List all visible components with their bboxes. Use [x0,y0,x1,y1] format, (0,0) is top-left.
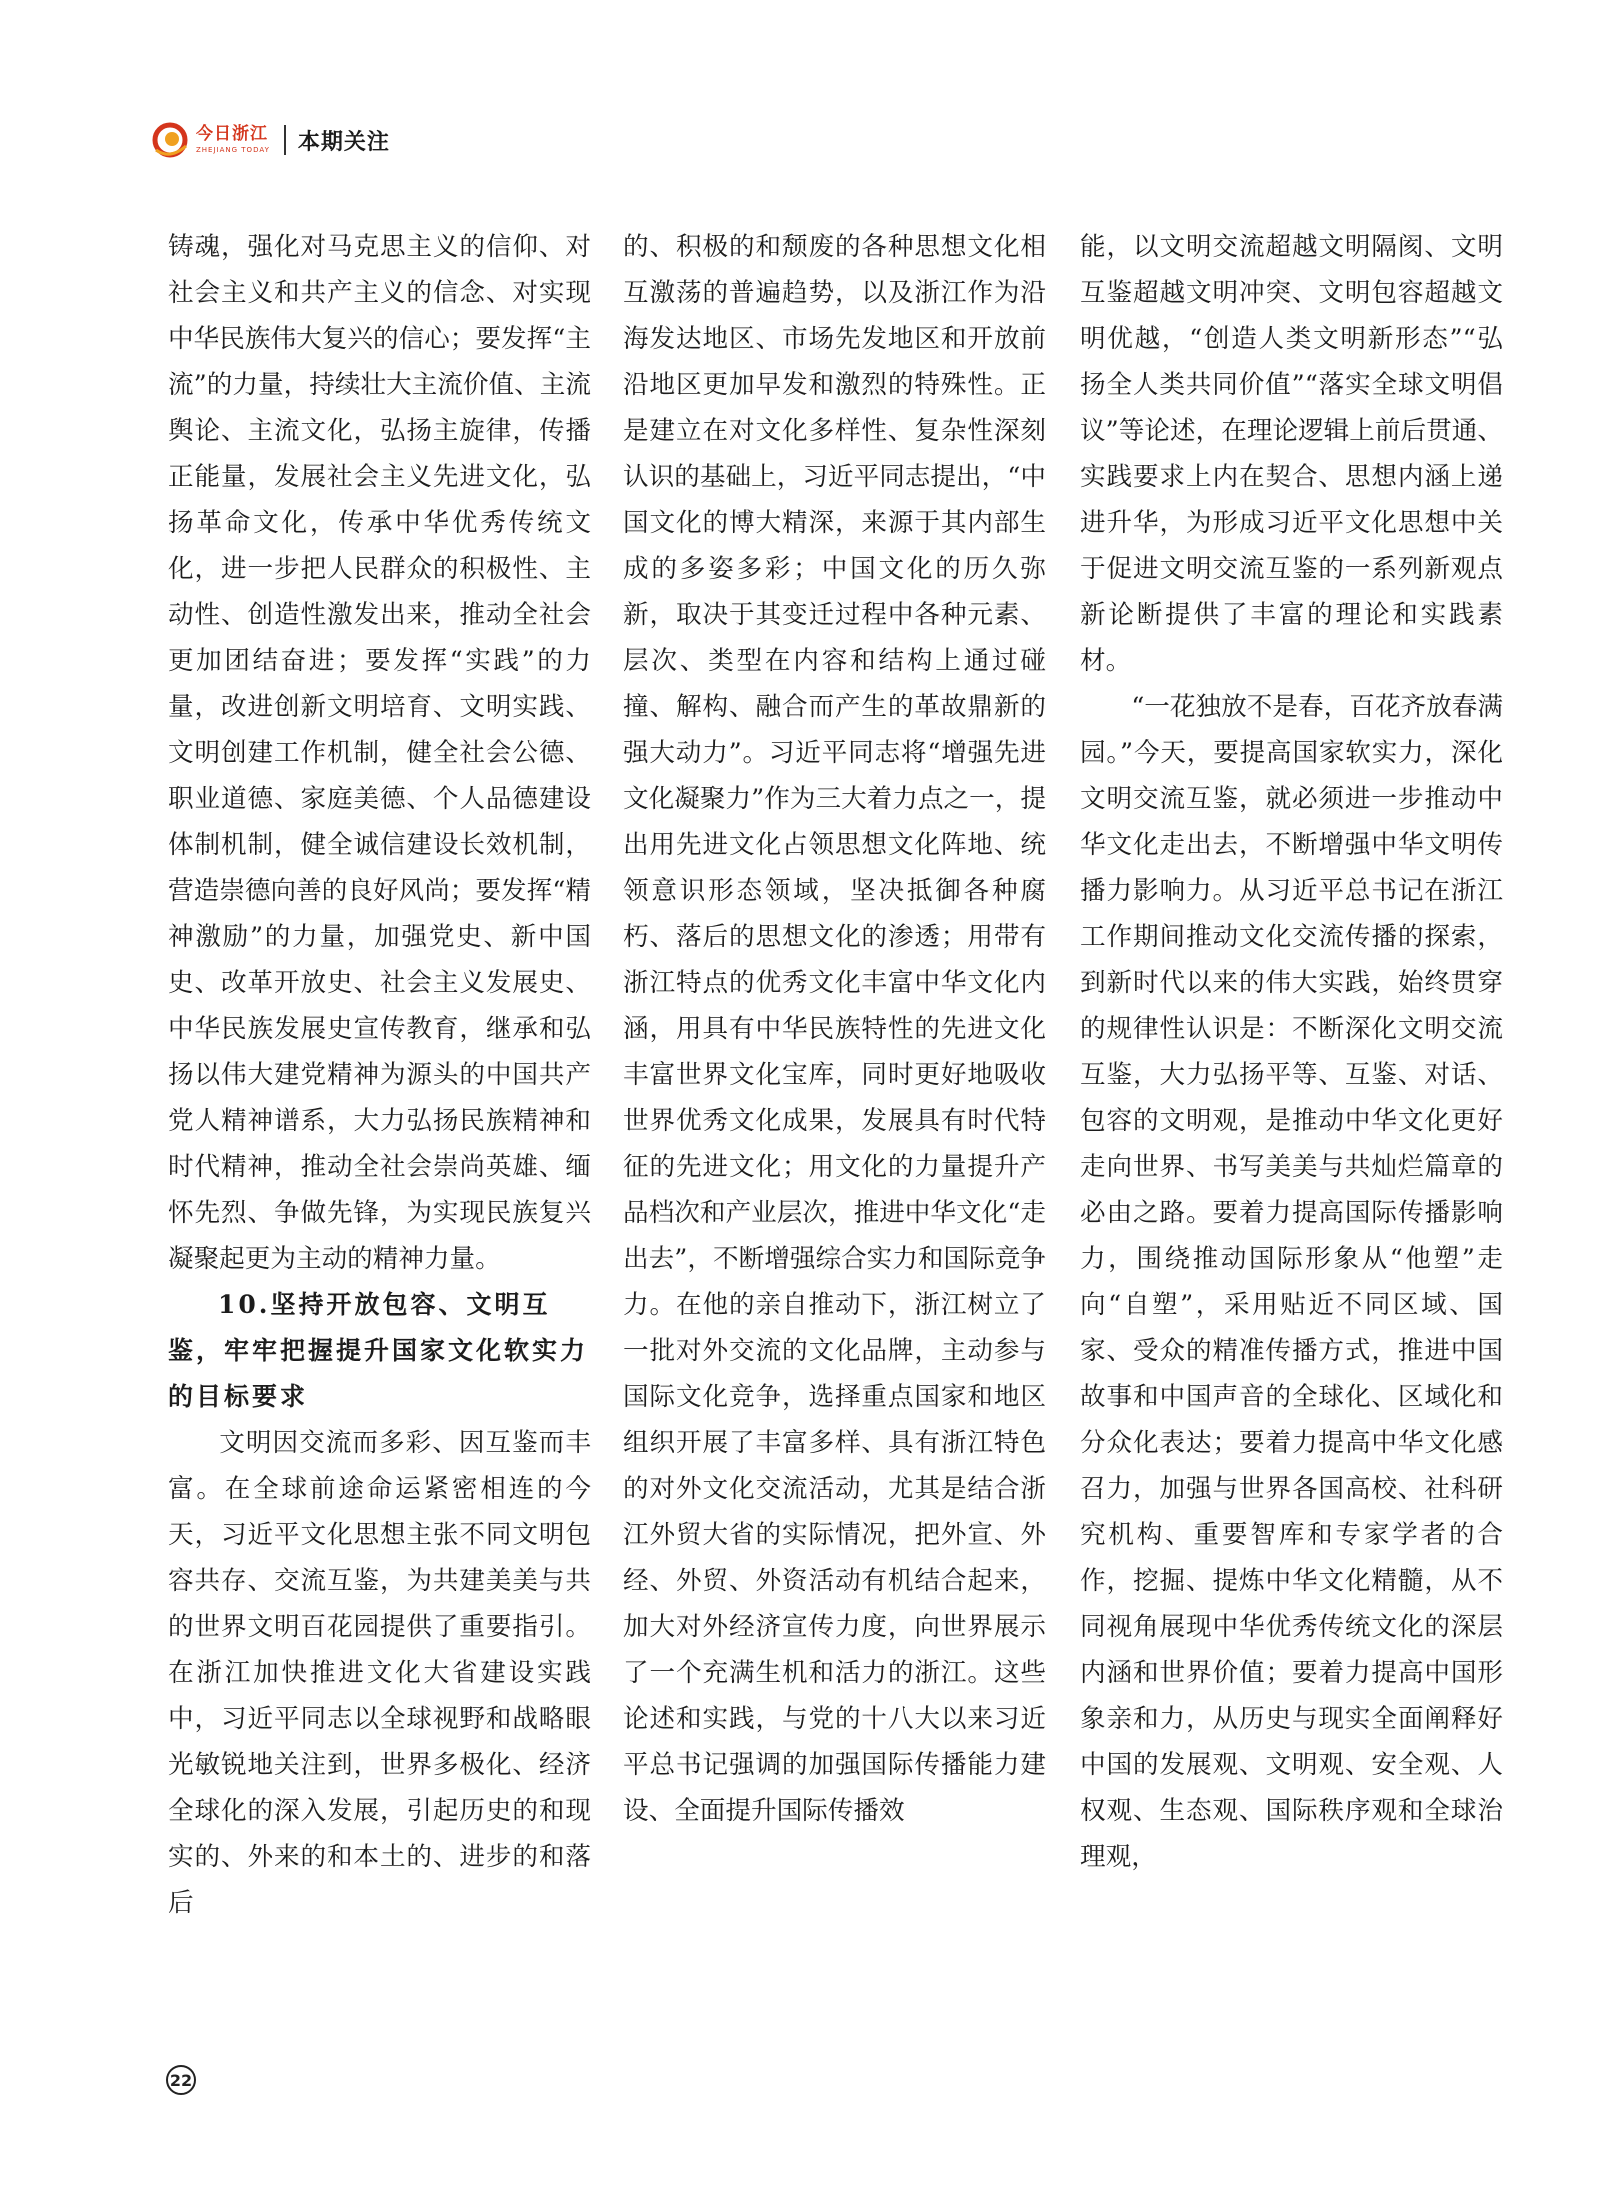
sun-logo-icon [150,120,190,160]
text-column-2 [623,224,1046,1834]
page-number: 22 [166,2065,196,2095]
paragraph: 铸魂，强化对马克思主义的信仰、对社会主义和共产主义的信念、对实现中华民族伟大复兴的信心；要发挥“主流”的力量，持续壮大主流价值、主流舆论、主流文化，弘扬主旋律，传播正能量，发展社会主义先进文化，弘扬革命文化，传承中华优秀传统文化，进一步把人民群众的积极性、主动性、创造性激发出来，推动全社会更加团结奋进；要发挥“实践”的力量，改进创新文明培育、文明实践、文明创建工作机制，健全社会公德、职业道德、家庭美德、个人品德建设体制机制，健全诚信建设长效机制，营造崇德向善的良好风尚；要发挥“精神激励”的力量，加强党史、新中国史、改革开放史、社会主义发展史、中华民族发展史宣传教育，继承和弘扬以伟大建党精神为源头的中国共产党人精神谱系，大力弘扬民族精神和时代精神，推动全社会崇尚英雄、缅怀先烈、争做先锋，为实现民族复兴凝聚起更为主动的精神力量。 [168,232,591,1274]
section-title: 本期关注 [297,129,390,155]
header-divider [284,125,286,155]
paragraph: 能，以文明交流超越文明隔阂、文明互鉴超越文明冲突、文明包容超越文明优越，“创造人类文明新形态”“弘扬全人类共同价值”“落实全球文明倡议”等论述，在理论逻辑上前后贯通、实践要求上内在契合、思想内涵上递进升华，为形成习近平文化思想中关于促进文明交流互鉴的一系列新观点新论断提供了丰富的理论和实践素材。 [1080,232,1503,676]
logo-chinese-name: 今日浙江 [196,124,268,144]
paragraph: 的、积极的和颓废的各种思想文化相互激荡的普遍趋势，以及浙江作为沿海发达地区、市场先发地区和开放前沿地区更加早发和激烈的特殊性。正是建立在对文化多样性、复杂性深刻认识的基础上，习近平同志提出，“中国文化的博大精深，来源于其内部生成的多姿多彩；中国文化的历久弥新，取决于其变迁过程中各种元素、层次、类型在内容和结构上通过碰撞、解构、融合而产生的革故鼎新的强大动力”。习近平同志将“增强先进文化凝聚力”作为三大着力点之一，提出用先进文化占领思想文化阵地、统领意识形态领域，坚决抵御各种腐朽、落后的思想文化的渗透；用带有浙江特点的优秀文化丰富中华文化内涵，用具有中华民族特性的先进文化丰富世界文化宝库，同时更好地吸收世界优秀文化成果，发展具有时代特征的先进文化；用文化的力量提升产品档次和产业层次，推进中华文化“走出去”，不断增强综合实力和国际竞争力。在他的亲自推动下，浙江树立了一批对外交流的文化品牌，主动参与国际文化竞争，选择重点国家和地区组织开展了丰富多样、具有浙江特色的对外文化交流活动，尤其是结合浙江外贸大省的实际情况，把外宣、外经、外贸、外资活动有机结合起来，加大对外经济宣传力度，向世界展示了一个充满生机和活力的浙江。这些论述和实践，与党的十八大以来习近平总书记强调的加强国际传播能力建设、全面提升国际传播效 [623,232,1046,1826]
section-heading: 10.坚持开放包容、文明互鉴，牢牢把握提升国家文化软实力的目标要求 [168,1290,589,1411]
paragraph: “一花独放不是春，百花齐放春满园。”今天，要提高国家软实力，深化文明交流互鉴，就必须进一步推动中华文化走出去，不断增强中华文明传播力影响力。从习近平总书记在浙江工作期间推动文化交流传播的探索，到新时代以来的伟大实践，始终贯穿的规律性认识是：不断深化文明交流互鉴，大力弘扬平等、互鉴、对话、包容的文明观，是推动中华文化更好走向世界、书写美美与共灿烂篇章的必由之路。要着力提高国际传播影响力，围绕推动国际形象从“他塑”走向“自塑”，采用贴近不同区域、国家、受众的精准传播方式，推进中国故事和中国声音的全球化、区域化和分众化表达；要着力提高中华文化感召力，加强与世界各国高校、社科研究机构、重要智库和专家学者的合作，挖掘、提炼中华文化精髓，从不同视角展现中华优秀传统文化的深层内涵和世界价值；要着力提高中国形象亲和力，从历史与现实全面阐释好中国的发展观、文明观、安全观、人权观、生态观、国际秩序观和全球治理观， [1080,692,1503,1872]
text-column-1 [168,224,591,1926]
paragraph: 文明因交流而多彩、因互鉴而丰富。在全球前途命运紧密相连的今天，习近平文化思想主张不同文明包容共存、交流互鉴，为共建美美与共的世界文明百花园提供了重要指引。在浙江加快推进文化大省建设实践中，习近平同志以全球视野和战略眼光敏锐地关注到，世界多极化、经济全球化的深入发展，引起历史的和现实的、外来的和本土的、进步的和落后 [168,1428,591,1918]
magazine-logo [150,120,270,160]
page-header [150,116,390,164]
logo-english-name: ZHEJIANG TODAY [196,146,270,154]
text-column-3 [1080,224,1503,1880]
